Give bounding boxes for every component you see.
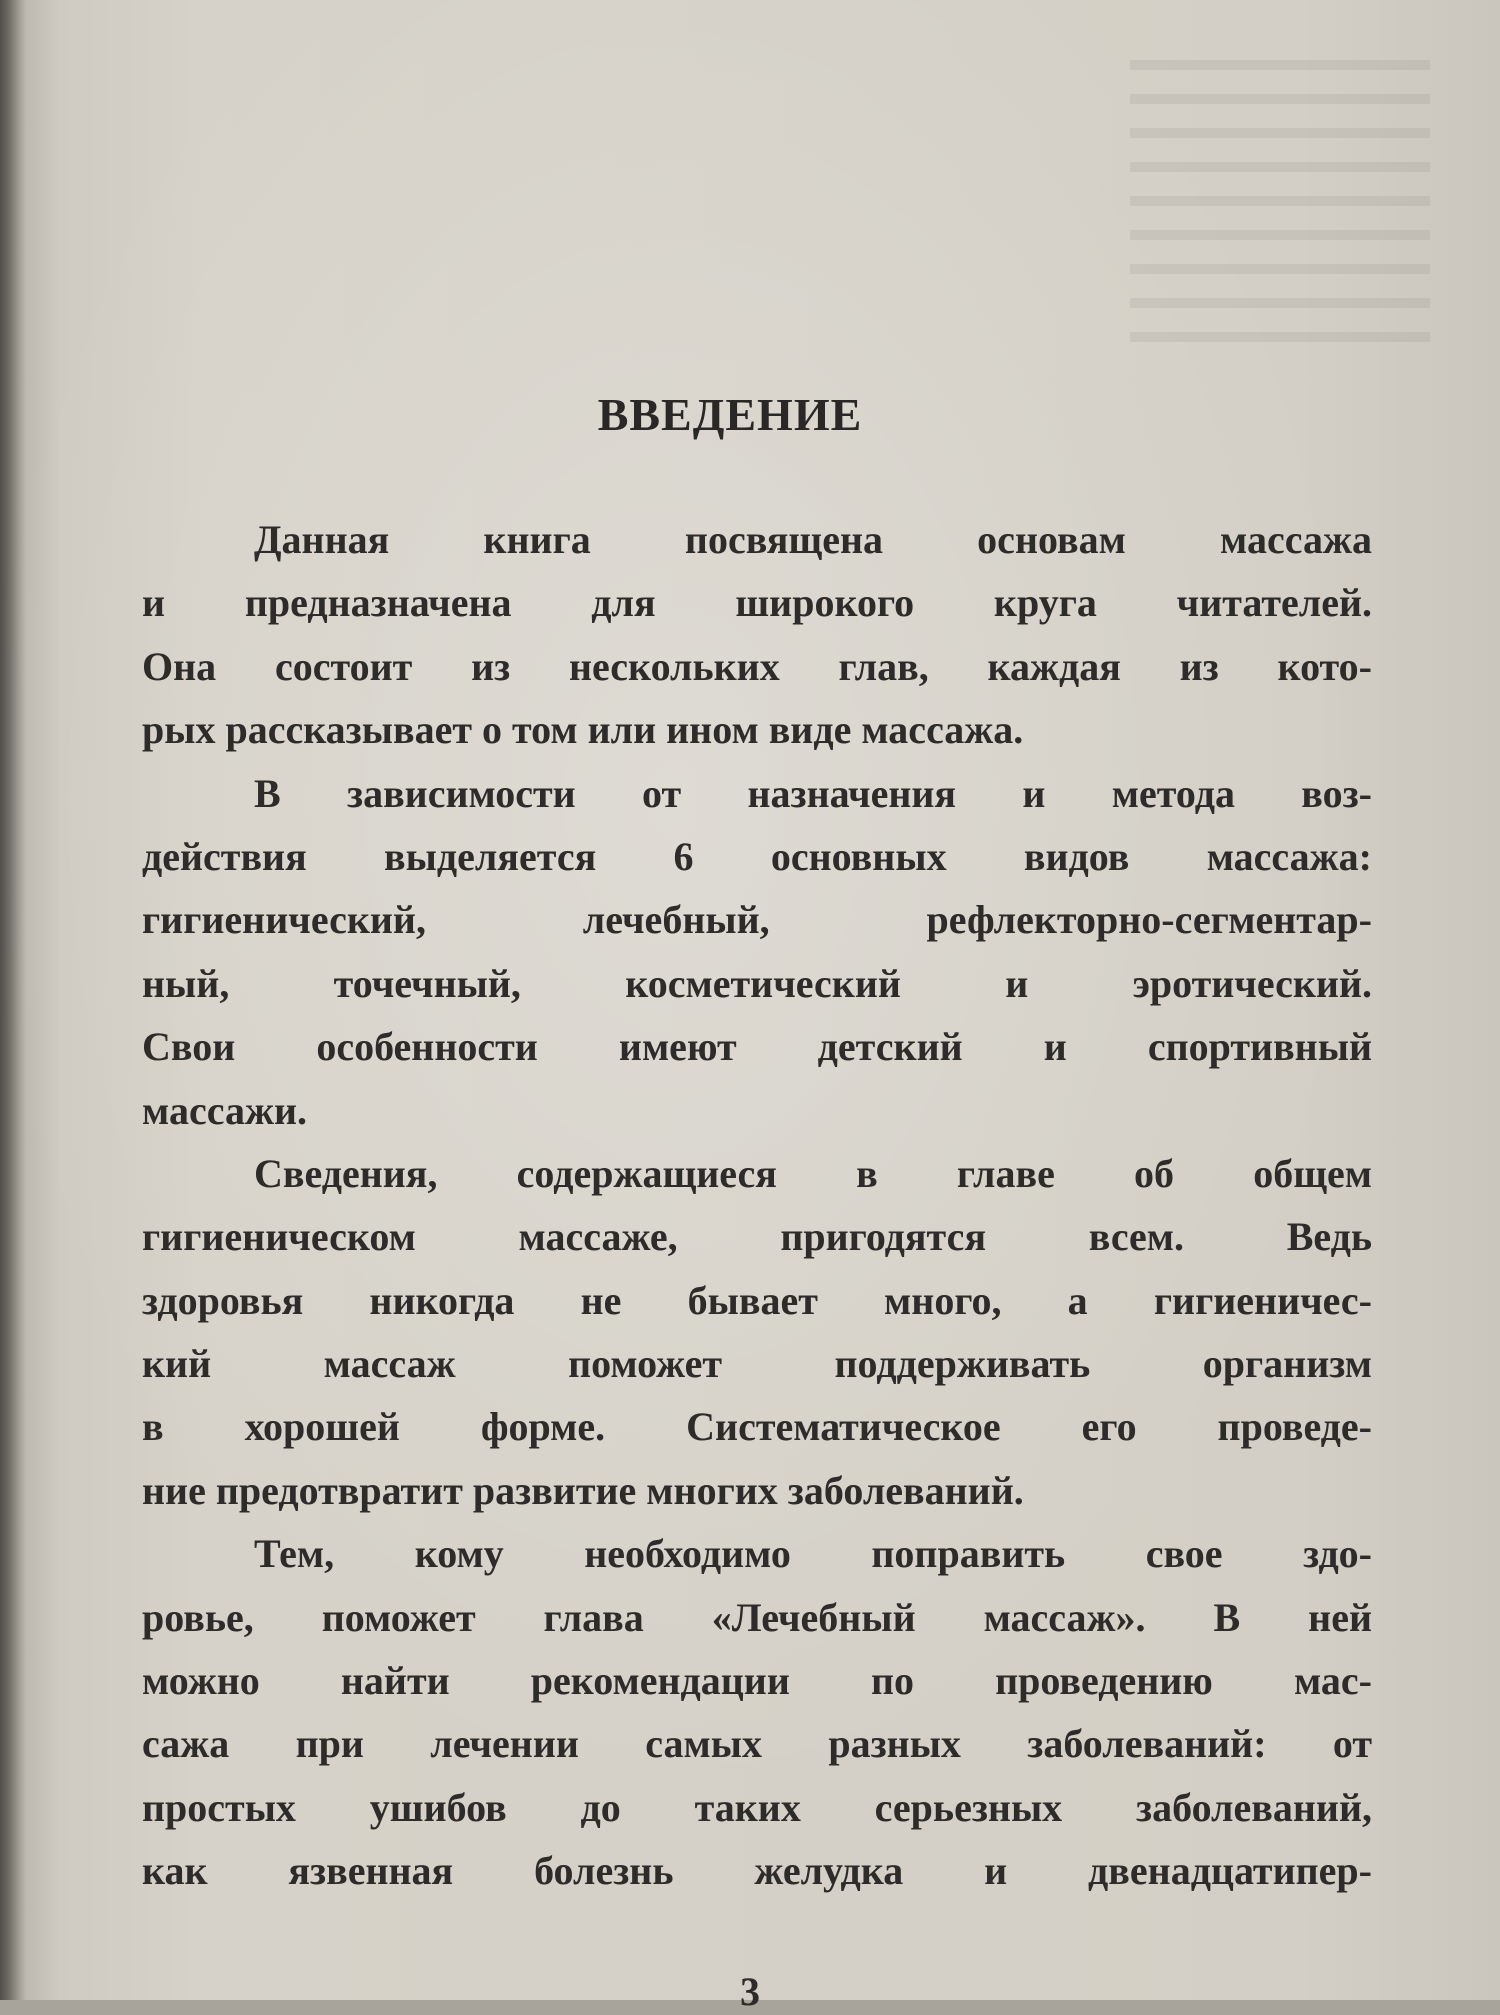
text-line: простых ушибов до таких серьезных заболеваний, (142, 1784, 1372, 1830)
chapter-heading: ВВЕДЕНИЕ (597, 389, 863, 440)
text-line: здоровья никогда не бывает много, а гигиеничес- (142, 1277, 1372, 1323)
text-line: Сведения, содержащиеся в главе об общем (254, 1150, 1372, 1196)
text-line: гигиенический, лечебный, рефлекторно-сегментар- (142, 897, 1372, 943)
text-line: гигиеническом массаже, пригодятся всем. Ведь (142, 1214, 1372, 1260)
gutter-shadow (0, 0, 26, 2000)
text-line: Она состоит из нескольких глав, каждая из кото- (142, 643, 1372, 689)
text-line: сажа при лечении самых разных заболеваний: от (142, 1721, 1372, 1767)
text-line: как язвенная болезнь желудка и двенадцатипер- (142, 1848, 1372, 1894)
text-line: ние предотвратит развитие многих заболеваний. (142, 1467, 1024, 1513)
text-line: В зависимости от назначения и метода воз- (254, 770, 1372, 816)
text-line: Тем, кому необходимо поправить свое здо- (254, 1531, 1372, 1577)
page-number: 3 (740, 1969, 760, 2014)
body-text (142, 508, 1372, 1903)
text-line: действия выделяется 6 основных видов массажа: (142, 833, 1372, 879)
text-line: можно найти рекомендации по проведению мас- (142, 1658, 1372, 1704)
text-line: ровье, поможет глава «Лечебный массаж». В ней (142, 1594, 1372, 1640)
text-line: ный, точечный, косметический и эротический. (142, 960, 1372, 1006)
text-line: кий массаж поможет поддерживать организм (142, 1341, 1372, 1387)
text-line: в хорошей форме. Систематическое его проведе- (142, 1404, 1372, 1450)
show-through-text (1130, 60, 1430, 360)
text-line: Данная книга посвящена основам массажа (254, 517, 1372, 562)
text-line: массажи. (142, 1087, 308, 1133)
text-line: и предназначена для широкого круга читателей. (142, 580, 1372, 626)
text-line: Свои особенности имеют детский и спортивный (142, 1024, 1372, 1070)
text-line: рых рассказывает о том или ином виде массажа. (142, 707, 1024, 753)
